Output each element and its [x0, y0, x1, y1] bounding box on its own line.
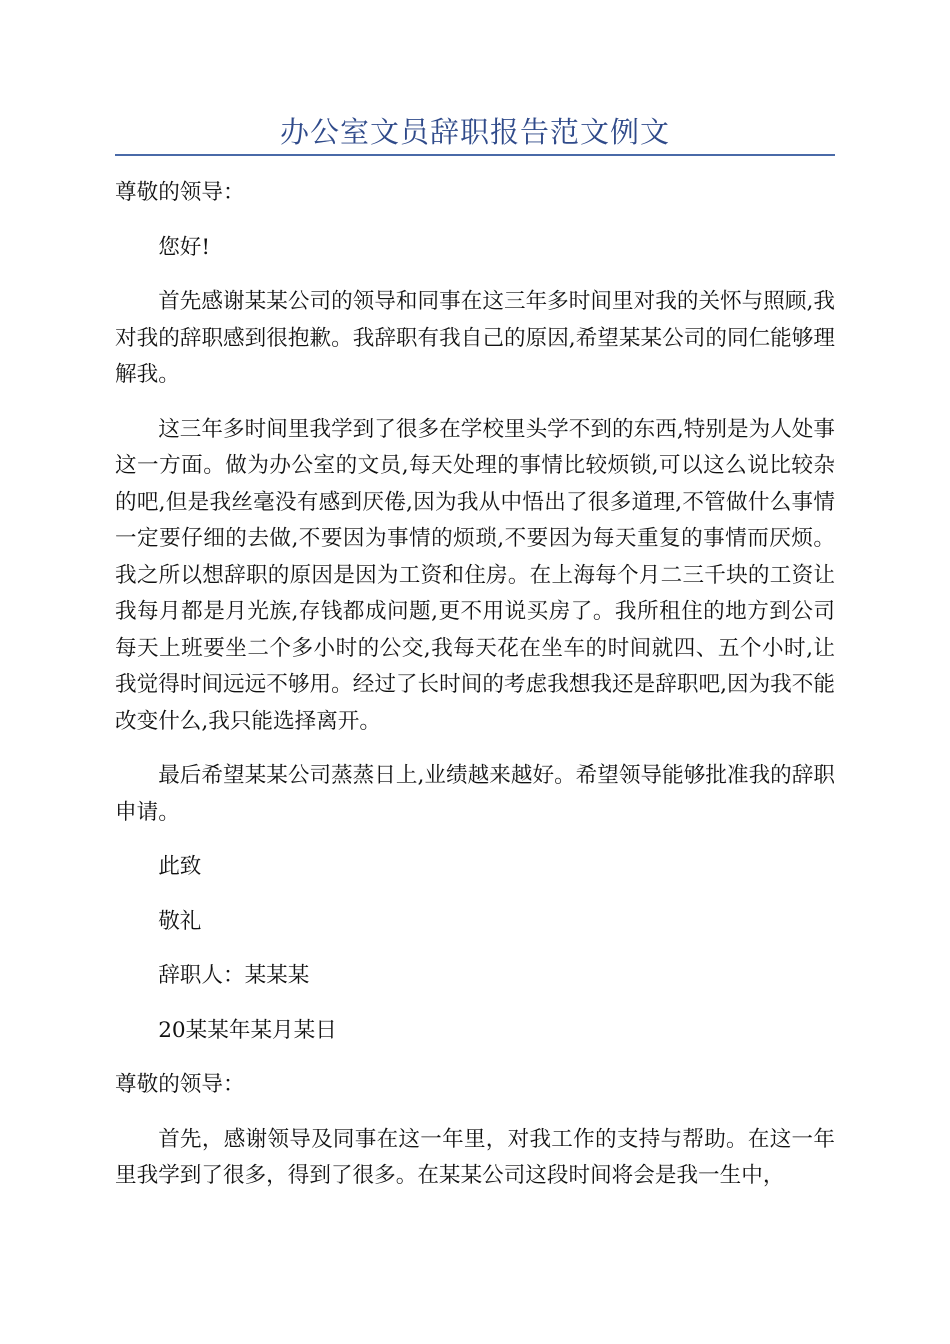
date-line: 20某某年某月某日: [158, 1017, 337, 1043]
closing-line: 此致: [158, 854, 202, 879]
body-paragraph: 这三年多时间里我学到了很多在学校里头学不到的东西,特别是为人处事这一方面。做为办公室的文员,每天处理的事情比较烦锁,可以这么说比较杂的吧,但是我丝毫没有感到厌倦,因为我从中悟出了很多道理,不管做什么事情一定要仔细的去做,不要因为事情的烦琐,不要因为每天重复的事情而厌烦。我之所以想辞职的原因是因为工资和住房。在上海每个月二三千块的工资让我每月都是月光族,存钱都成问题,更不用说买房了。我所租住的地方到公司每天上班要坐二个多小时的公交,我每天花在坐车的时间就四、五个小时,让我觉得时间远远不够用。经过了长时间的考虑我想我还是辞职吧,因为我不能改变什么,我只能选择离开。: [115, 416, 835, 734]
body-paragraph: 最后希望某某公司蒸蒸日上,业绩越来越好。希望领导能够批准我的辞职申请。: [115, 763, 835, 825]
body-paragraph: 首先，感谢领导及同事在这一年里，对我工作的支持与帮助。在这一年里我学到了很多，得到了很多。在某某公司这段时间将会是我一生中，: [115, 1126, 835, 1188]
closing-regards: 敬礼: [158, 908, 202, 934]
greeting: 您好!: [158, 234, 211, 260]
signature-line: 辞职人：某某某: [158, 963, 310, 988]
body-paragraph: 首先感谢某某公司的领导和同事在这三年多时间里对我的关怀与照顾,我对我的辞职感到很抱歉。我辞职有我自己的原因,希望某某公司的同仁能够理解我。: [115, 289, 835, 387]
document-title: 办公室文员辞职报告范文例文: [279, 115, 670, 149]
salutation: 尊敬的领导：: [115, 180, 245, 205]
salutation: 尊敬的领导：: [115, 1072, 245, 1097]
document-body: [115, 175, 835, 1213]
title-underline: [115, 154, 835, 156]
